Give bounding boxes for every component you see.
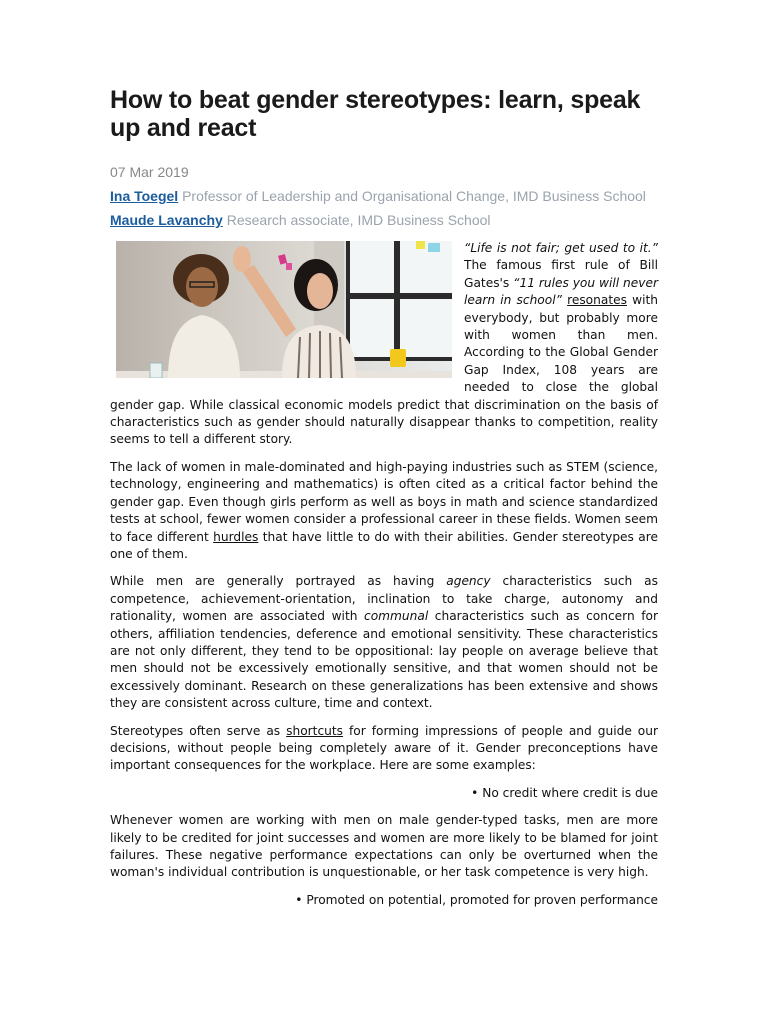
text-run: The lack of women in male-dominated and high-paying industries such as STEM (science, technology, engineering and mathematics) is often cited as a critical factor behind the gender gap. Even though girls perform as well as boys in math and science standardized tests at school, fewer women consider a professional career in these fields. Women seem to face different	[110, 459, 658, 544]
text-run: characteristics such as concern for others, affiliation tendencies, deference and emotional sensitivity. These characteristics are not only different, they tend to be oppositional: lay people on average believe that men should not be excessively emotionally sensitive, and that women should not be excessively dominant. Research on these generalizations has been extensive and shows they are consistent across culture, time and context.	[110, 609, 658, 711]
resonates-link[interactable]: resonates	[567, 293, 627, 308]
text-run: with everybody, but probably more with women than men. According to the Global Gender Gap Index, 108 years are needed to close the global gender gap. While classical economic models predict that discrimination on the basis of characteristics such as gender should naturally disappear thanks to competition, reality seems to tell a different story.	[110, 293, 658, 447]
text-run: While men are generally portrayed as having	[110, 574, 447, 589]
article	[110, 86, 658, 919]
article-title: How to beat gender stereotypes: learn, speak up and react	[110, 86, 641, 142]
bullet-heading: • No credit where credit is due	[471, 785, 658, 800]
article-date: 07 Mar 2019	[110, 164, 189, 180]
paragraph	[110, 459, 658, 563]
shortcuts-link[interactable]: shortcuts	[286, 723, 344, 738]
text-run: that have little to do with their abilities. Gender stereotypes are one of them.	[110, 529, 659, 561]
office-photo-illustration	[116, 241, 452, 378]
paragraph	[110, 573, 658, 712]
author-role: Research associate, IMD Business School	[226, 212, 491, 228]
text-run: characteristics such as competence, achievement-orientation, inclination to take charge, autonomy and rationality, women are associated with	[110, 574, 658, 624]
hurdles-link[interactable]: hurdles	[213, 529, 259, 544]
author-link[interactable]: Maude Lavanchy	[110, 212, 223, 228]
author-line	[110, 188, 658, 204]
text-run: The famous first rule of Bill Gates's	[464, 258, 658, 290]
text-run: Stereotypes often serve as	[110, 723, 287, 738]
emphasis: agency	[446, 574, 491, 589]
text-run: for forming impressions of people and guide our decisions, without people being completely aware of it. Gender preconceptions have important consequences for the workplace. Here are some examples:	[110, 723, 659, 773]
quote-text: “Life is not fair; get used to it.”	[464, 241, 658, 255]
author-role: Professor of Leadership and Organisational Change, IMD Business School	[182, 188, 646, 204]
author-link[interactable]: Ina Toegel	[110, 188, 179, 204]
paragraph: Whenever women are working with men on male gender-typed tasks, men are more likely to be credited for joint successes and women are more likely to be blamed for joint failures. These negative performance expectations can only be overturned when the woman's individual contribution is unquestionable, or her task competence is very high.	[110, 813, 658, 880]
article-photo	[116, 241, 452, 378]
author-line	[110, 212, 658, 228]
article-body	[110, 240, 658, 909]
emphasis: communal	[364, 609, 429, 624]
bullet-heading: • Promoted on potential, promoted for proven performance	[295, 892, 658, 907]
paragraph	[110, 723, 658, 775]
rules-text: “11 rules you will never learn in school”	[464, 275, 658, 308]
